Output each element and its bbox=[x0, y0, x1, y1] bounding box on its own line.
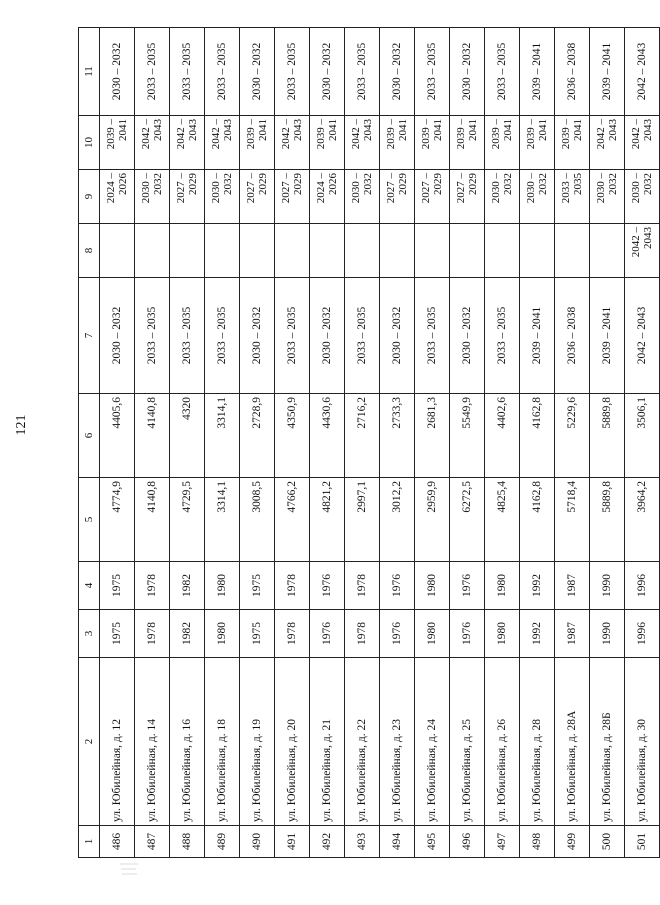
area-cell-6: 4402,6 bbox=[485, 394, 520, 478]
year-cell-4: 1980 bbox=[485, 562, 520, 610]
row-number-cell: 490 bbox=[240, 826, 275, 858]
header-row bbox=[79, 28, 100, 858]
period-cell-9 bbox=[520, 170, 555, 224]
row-number-cell: 498 bbox=[520, 826, 555, 858]
area-cell-5: 4821,2 bbox=[310, 478, 345, 562]
area-cell-5: 3314,1 bbox=[205, 478, 240, 562]
year-cell-3: 1975 bbox=[100, 610, 135, 658]
period-cell-10-line-1: 2039 – bbox=[560, 119, 572, 150]
period-cell-10 bbox=[100, 116, 135, 170]
period-cell-9-line-1: 2030 – bbox=[490, 173, 502, 204]
period-cell-10-line-2: 2043 bbox=[187, 119, 199, 141]
period-cell-10-line-2: 2041 bbox=[432, 119, 444, 141]
area-cell-5: 3008,5 bbox=[240, 478, 275, 562]
period-cell-9-line-2: 2032 bbox=[222, 173, 234, 195]
period-cell-11: 2042 – 2043 bbox=[625, 28, 660, 116]
year-cell-4: 1982 bbox=[170, 562, 205, 610]
period-cell-9-line-1: 2030 – bbox=[525, 173, 537, 204]
address-cell: ул. Юбилейная, д. 24 bbox=[415, 658, 450, 826]
period-cell-11: 2033 – 2035 bbox=[170, 28, 205, 116]
period-cell-9-line-2: 2032 bbox=[537, 173, 549, 195]
period-cell-9-line-1: 2030 – bbox=[140, 173, 152, 204]
period-cell-11: 2030 – 2032 bbox=[100, 28, 135, 116]
period-cell-10 bbox=[520, 116, 555, 170]
period-cell-9-line-2: 2029 bbox=[257, 173, 269, 195]
period-cell-10 bbox=[380, 116, 415, 170]
col-header-6: 6 bbox=[79, 394, 100, 478]
period-cell-10 bbox=[240, 116, 275, 170]
year-cell-4: 1976 bbox=[450, 562, 485, 610]
period-cell-7: 2030 – 2032 bbox=[100, 278, 135, 394]
period-cell-11: 2030 – 2032 bbox=[380, 28, 415, 116]
housing-table bbox=[78, 27, 660, 858]
year-cell-4: 1992 bbox=[520, 562, 555, 610]
col-header-11: 11 bbox=[79, 28, 100, 116]
table-row bbox=[100, 28, 135, 858]
row-number-cell: 499 bbox=[555, 826, 590, 858]
period-cell-11: 2033 – 2035 bbox=[415, 28, 450, 116]
area-cell-6: 3506,1 bbox=[625, 394, 660, 478]
period-cell-10-line-2: 2041 bbox=[327, 119, 339, 141]
period-cell-9-line-2: 2032 bbox=[362, 173, 374, 195]
col-header-2: 2 bbox=[79, 658, 100, 826]
table-row bbox=[485, 28, 520, 858]
period-cell-9-line-1: 2024 – bbox=[315, 173, 327, 204]
period-cell-10-line-2: 2043 bbox=[152, 119, 164, 141]
period-cell-9-line-2: 2032 bbox=[502, 173, 514, 195]
year-cell-4: 1990 bbox=[590, 562, 625, 610]
address-cell: ул. Юбилейная, д. 14 bbox=[135, 658, 170, 826]
year-cell-3: 1976 bbox=[380, 610, 415, 658]
area-cell-6: 2716,2 bbox=[345, 394, 380, 478]
period-cell-10-line-1: 2039 – bbox=[490, 119, 502, 150]
period-cell-10-line-2: 2041 bbox=[537, 119, 549, 141]
period-cell-10-line-1: 2039 – bbox=[315, 119, 327, 150]
period-cell-10-line-1: 2039 – bbox=[525, 119, 537, 150]
year-cell-4: 1978 bbox=[135, 562, 170, 610]
table-row bbox=[135, 28, 170, 858]
period-cell-9 bbox=[380, 170, 415, 224]
address-cell: ул. Юбилейная, д. 21 bbox=[310, 658, 345, 826]
period-cell-9 bbox=[170, 170, 205, 224]
period-cell-9-line-2: 2032 bbox=[152, 173, 164, 195]
period-cell-10 bbox=[275, 116, 310, 170]
period-cell-9 bbox=[205, 170, 240, 224]
row-number-cell: 500 bbox=[590, 826, 625, 858]
table-row bbox=[415, 28, 450, 858]
table-row bbox=[275, 28, 310, 858]
area-cell-5: 2997,1 bbox=[345, 478, 380, 562]
period-cell-10-line-2: 2041 bbox=[572, 119, 584, 141]
period-cell-10 bbox=[590, 116, 625, 170]
period-cell-7: 2030 – 2032 bbox=[380, 278, 415, 394]
rotated-table-wrapper bbox=[78, 28, 654, 858]
period-cell-11: 2030 – 2032 bbox=[240, 28, 275, 116]
table-row bbox=[450, 28, 485, 858]
address-cell: ул. Юбилейная, д. 28А bbox=[555, 658, 590, 826]
period-cell-10-line-1: 2039 – bbox=[455, 119, 467, 150]
period-cell-7: 2030 – 2032 bbox=[240, 278, 275, 394]
year-cell-3: 1976 bbox=[450, 610, 485, 658]
table-row bbox=[380, 28, 415, 858]
period-cell-8-line-1: 2042 – bbox=[630, 227, 642, 258]
year-cell-3: 1996 bbox=[625, 610, 660, 658]
area-cell-5: 4766,2 bbox=[275, 478, 310, 562]
col-header-5: 5 bbox=[79, 478, 100, 562]
year-cell-3: 1978 bbox=[275, 610, 310, 658]
year-cell-4: 1978 bbox=[275, 562, 310, 610]
period-cell-9-line-2: 2029 bbox=[432, 173, 444, 195]
period-cell-11: 2030 – 2032 bbox=[310, 28, 345, 116]
area-cell-6: 4162,8 bbox=[520, 394, 555, 478]
year-cell-3: 1992 bbox=[520, 610, 555, 658]
period-cell-10-line-1: 2042 – bbox=[630, 119, 642, 150]
area-cell-6: 4140,8 bbox=[135, 394, 170, 478]
period-cell-9-line-1: 2033 – bbox=[560, 173, 572, 204]
period-cell-8 bbox=[275, 224, 310, 278]
period-cell-10 bbox=[170, 116, 205, 170]
row-number-cell: 492 bbox=[310, 826, 345, 858]
period-cell-11: 2033 – 2035 bbox=[485, 28, 520, 116]
year-cell-3: 1976 bbox=[310, 610, 345, 658]
area-cell-5: 4140,8 bbox=[135, 478, 170, 562]
period-cell-9-line-2: 2032 bbox=[607, 173, 619, 195]
period-cell-11: 2039 – 2041 bbox=[590, 28, 625, 116]
period-cell-9-line-2: 2035 bbox=[572, 173, 584, 195]
period-cell-10-line-2: 2043 bbox=[222, 119, 234, 141]
table-row bbox=[555, 28, 590, 858]
period-cell-9 bbox=[415, 170, 450, 224]
period-cell-9-line-1: 2027 – bbox=[385, 173, 397, 204]
period-cell-7: 2039 – 2041 bbox=[520, 278, 555, 394]
table-row bbox=[310, 28, 345, 858]
period-cell-7: 2033 – 2035 bbox=[415, 278, 450, 394]
table-row bbox=[170, 28, 205, 858]
period-cell-8-line-2: 2043 bbox=[642, 227, 654, 249]
year-cell-4: 1975 bbox=[100, 562, 135, 610]
year-cell-3: 1982 bbox=[170, 610, 205, 658]
area-cell-6: 5229,6 bbox=[555, 394, 590, 478]
area-cell-6: 2733,3 bbox=[380, 394, 415, 478]
row-number-cell: 488 bbox=[170, 826, 205, 858]
area-cell-6: 3314,1 bbox=[205, 394, 240, 478]
period-cell-10-line-1: 2042 – bbox=[280, 119, 292, 150]
table-row bbox=[590, 28, 625, 858]
period-cell-10-line-1: 2039 – bbox=[245, 119, 257, 150]
period-cell-10-line-1: 2039 – bbox=[105, 119, 117, 150]
period-cell-9 bbox=[590, 170, 625, 224]
page-number: 121 bbox=[14, 414, 29, 436]
period-cell-10-line-1: 2042 – bbox=[350, 119, 362, 150]
year-cell-4: 1976 bbox=[310, 562, 345, 610]
area-cell-5: 4162,8 bbox=[520, 478, 555, 562]
col-header-8: 8 bbox=[79, 224, 100, 278]
period-cell-8 bbox=[555, 224, 590, 278]
area-cell-6: 2728,9 bbox=[240, 394, 275, 478]
period-cell-9 bbox=[555, 170, 590, 224]
address-cell: ул. Юбилейная, д. 26 bbox=[485, 658, 520, 826]
period-cell-10-line-2: 2043 bbox=[642, 119, 654, 141]
year-cell-3: 1978 bbox=[135, 610, 170, 658]
period-cell-7: 2030 – 2032 bbox=[310, 278, 345, 394]
period-cell-10 bbox=[625, 116, 660, 170]
area-cell-6: 5889,8 bbox=[590, 394, 625, 478]
period-cell-10 bbox=[135, 116, 170, 170]
period-cell-9-line-2: 2029 bbox=[467, 173, 479, 195]
area-cell-5: 6272,5 bbox=[450, 478, 485, 562]
row-number-cell: 486 bbox=[100, 826, 135, 858]
period-cell-8 bbox=[345, 224, 380, 278]
period-cell-10-line-2: 2043 bbox=[607, 119, 619, 141]
row-number-cell: 494 bbox=[380, 826, 415, 858]
row-number-cell: 489 bbox=[205, 826, 240, 858]
period-cell-9-line-1: 2030 – bbox=[630, 173, 642, 204]
period-cell-10-line-2: 2041 bbox=[257, 119, 269, 141]
area-cell-5: 3964,2 bbox=[625, 478, 660, 562]
period-cell-7: 2033 – 2035 bbox=[170, 278, 205, 394]
period-cell-9-line-1: 2024 – bbox=[105, 173, 117, 204]
period-cell-11: 2033 – 2035 bbox=[135, 28, 170, 116]
year-cell-4: 1987 bbox=[555, 562, 590, 610]
period-cell-10-line-1: 2042 – bbox=[210, 119, 222, 150]
period-cell-9-line-1: 2030 – bbox=[210, 173, 222, 204]
area-cell-6: 2681,3 bbox=[415, 394, 450, 478]
area-cell-6: 5549,9 bbox=[450, 394, 485, 478]
year-cell-4: 1996 bbox=[625, 562, 660, 610]
area-cell-5: 4825,4 bbox=[485, 478, 520, 562]
area-cell-5: 3012,2 bbox=[380, 478, 415, 562]
period-cell-11: 2033 – 2035 bbox=[345, 28, 380, 116]
area-cell-5: 4774,9 bbox=[100, 478, 135, 562]
year-cell-3: 1980 bbox=[485, 610, 520, 658]
period-cell-8 bbox=[520, 224, 555, 278]
period-cell-8 bbox=[170, 224, 205, 278]
row-number-cell: 501 bbox=[625, 826, 660, 858]
period-cell-10-line-2: 2041 bbox=[502, 119, 514, 141]
period-cell-9 bbox=[450, 170, 485, 224]
area-cell-6: 4320 bbox=[170, 394, 205, 478]
row-number-cell: 491 bbox=[275, 826, 310, 858]
period-cell-7: 2033 – 2035 bbox=[205, 278, 240, 394]
year-cell-3: 1980 bbox=[205, 610, 240, 658]
year-cell-3: 1990 bbox=[590, 610, 625, 658]
year-cell-4: 1980 bbox=[415, 562, 450, 610]
period-cell-11: 2036 – 2038 bbox=[555, 28, 590, 116]
period-cell-9 bbox=[310, 170, 345, 224]
period-cell-9-line-1: 2027 – bbox=[245, 173, 257, 204]
year-cell-3: 1980 bbox=[415, 610, 450, 658]
row-number-cell: 495 bbox=[415, 826, 450, 858]
col-header-4: 4 bbox=[79, 562, 100, 610]
year-cell-3: 1978 bbox=[345, 610, 380, 658]
period-cell-9-line-2: 2029 bbox=[292, 173, 304, 195]
period-cell-9 bbox=[345, 170, 380, 224]
table-row bbox=[625, 28, 660, 858]
period-cell-10-line-1: 2039 – bbox=[385, 119, 397, 150]
address-cell: ул. Юбилейная, д. 18 bbox=[205, 658, 240, 826]
period-cell-8 bbox=[380, 224, 415, 278]
year-cell-4: 1980 bbox=[205, 562, 240, 610]
area-cell-6: 4430,6 bbox=[310, 394, 345, 478]
period-cell-9-line-2: 2032 bbox=[642, 173, 654, 195]
year-cell-4: 1975 bbox=[240, 562, 275, 610]
period-cell-9-line-2: 2026 bbox=[117, 173, 129, 195]
period-cell-10-line-2: 2043 bbox=[292, 119, 304, 141]
area-cell-5: 2959,9 bbox=[415, 478, 450, 562]
period-cell-10 bbox=[205, 116, 240, 170]
period-cell-9-line-2: 2026 bbox=[327, 173, 339, 195]
row-number-cell: 496 bbox=[450, 826, 485, 858]
period-cell-8 bbox=[240, 224, 275, 278]
col-header-10: 10 bbox=[79, 116, 100, 170]
area-cell-6: 4350,9 bbox=[275, 394, 310, 478]
period-cell-8 bbox=[135, 224, 170, 278]
period-cell-9 bbox=[485, 170, 520, 224]
period-cell-10-line-2: 2041 bbox=[397, 119, 409, 141]
period-cell-10 bbox=[485, 116, 520, 170]
period-cell-9-line-2: 2029 bbox=[397, 173, 409, 195]
period-cell-10 bbox=[310, 116, 345, 170]
period-cell-9-line-1: 2030 – bbox=[350, 173, 362, 204]
period-cell-11: 2030 – 2032 bbox=[450, 28, 485, 116]
col-header-3: 3 bbox=[79, 610, 100, 658]
row-number-cell: 493 bbox=[345, 826, 380, 858]
col-header-7: 7 bbox=[79, 278, 100, 394]
table-row bbox=[345, 28, 380, 858]
period-cell-10 bbox=[415, 116, 450, 170]
table-row bbox=[520, 28, 555, 858]
period-cell-7: 2033 – 2035 bbox=[345, 278, 380, 394]
period-cell-11: 2033 – 2035 bbox=[275, 28, 310, 116]
address-cell: ул. Юбилейная, д. 30 bbox=[625, 658, 660, 826]
period-cell-8 bbox=[625, 224, 660, 278]
period-cell-11: 2033 – 2035 bbox=[205, 28, 240, 116]
period-cell-9-line-1: 2027 – bbox=[420, 173, 432, 204]
period-cell-10-line-2: 2041 bbox=[117, 119, 129, 141]
period-cell-10-line-2: 2043 bbox=[362, 119, 374, 141]
period-cell-9-line-1: 2027 – bbox=[455, 173, 467, 204]
row-number-cell: 487 bbox=[135, 826, 170, 858]
year-cell-4: 1978 bbox=[345, 562, 380, 610]
period-cell-10-line-1: 2039 – bbox=[420, 119, 432, 150]
area-cell-5: 5889,8 bbox=[590, 478, 625, 562]
address-cell: ул. Юбилейная, д. 20 bbox=[275, 658, 310, 826]
period-cell-10 bbox=[555, 116, 590, 170]
col-header-9: 9 bbox=[79, 170, 100, 224]
period-cell-9 bbox=[240, 170, 275, 224]
period-cell-7: 2033 – 2035 bbox=[485, 278, 520, 394]
area-cell-5: 5718,4 bbox=[555, 478, 590, 562]
period-cell-8 bbox=[450, 224, 485, 278]
period-cell-8 bbox=[205, 224, 240, 278]
period-cell-9-line-1: 2030 – bbox=[595, 173, 607, 204]
period-cell-10-line-2: 2041 bbox=[467, 119, 479, 141]
period-cell-10-line-1: 2042 – bbox=[595, 119, 607, 150]
area-cell-6: 4405,6 bbox=[100, 394, 135, 478]
scan-artifact-icon bbox=[118, 860, 140, 882]
period-cell-8 bbox=[485, 224, 520, 278]
address-cell: ул. Юбилейная, д. 28Б bbox=[590, 658, 625, 826]
period-cell-7: 2042 – 2043 bbox=[625, 278, 660, 394]
col-header-1: 1 bbox=[79, 826, 100, 858]
period-cell-9 bbox=[275, 170, 310, 224]
period-cell-7: 2033 – 2035 bbox=[135, 278, 170, 394]
year-cell-4: 1976 bbox=[380, 562, 415, 610]
period-cell-7: 2030 – 2032 bbox=[450, 278, 485, 394]
period-cell-9-line-1: 2027 – bbox=[280, 173, 292, 204]
period-cell-10-line-1: 2042 – bbox=[175, 119, 187, 150]
period-cell-7: 2033 – 2035 bbox=[275, 278, 310, 394]
year-cell-3: 1975 bbox=[240, 610, 275, 658]
address-cell: ул. Юбилейная, д. 12 bbox=[100, 658, 135, 826]
period-cell-9 bbox=[135, 170, 170, 224]
period-cell-7: 2036 – 2038 bbox=[555, 278, 590, 394]
period-cell-8 bbox=[100, 224, 135, 278]
period-cell-8 bbox=[590, 224, 625, 278]
period-cell-10-line-1: 2042 – bbox=[140, 119, 152, 150]
address-cell: ул. Юбилейная, д. 25 bbox=[450, 658, 485, 826]
address-cell: ул. Юбилейная, д. 16 bbox=[170, 658, 205, 826]
period-cell-10 bbox=[345, 116, 380, 170]
period-cell-10 bbox=[450, 116, 485, 170]
address-cell: ул. Юбилейная, д. 23 bbox=[380, 658, 415, 826]
address-cell: ул. Юбилейная, д. 28 bbox=[520, 658, 555, 826]
address-cell: ул. Юбилейная, д. 19 bbox=[240, 658, 275, 826]
period-cell-9 bbox=[100, 170, 135, 224]
period-cell-9-line-1: 2027 – bbox=[175, 173, 187, 204]
period-cell-11: 2039 – 2041 bbox=[520, 28, 555, 116]
period-cell-9 bbox=[625, 170, 660, 224]
address-cell: ул. Юбилейная, д. 22 bbox=[345, 658, 380, 826]
row-number-cell: 497 bbox=[485, 826, 520, 858]
table-row bbox=[205, 28, 240, 858]
period-cell-8 bbox=[310, 224, 345, 278]
table-row bbox=[240, 28, 275, 858]
period-cell-9-line-2: 2029 bbox=[187, 173, 199, 195]
period-cell-7: 2039 – 2041 bbox=[590, 278, 625, 394]
period-cell-8 bbox=[415, 224, 450, 278]
year-cell-3: 1987 bbox=[555, 610, 590, 658]
area-cell-5: 4729,5 bbox=[170, 478, 205, 562]
